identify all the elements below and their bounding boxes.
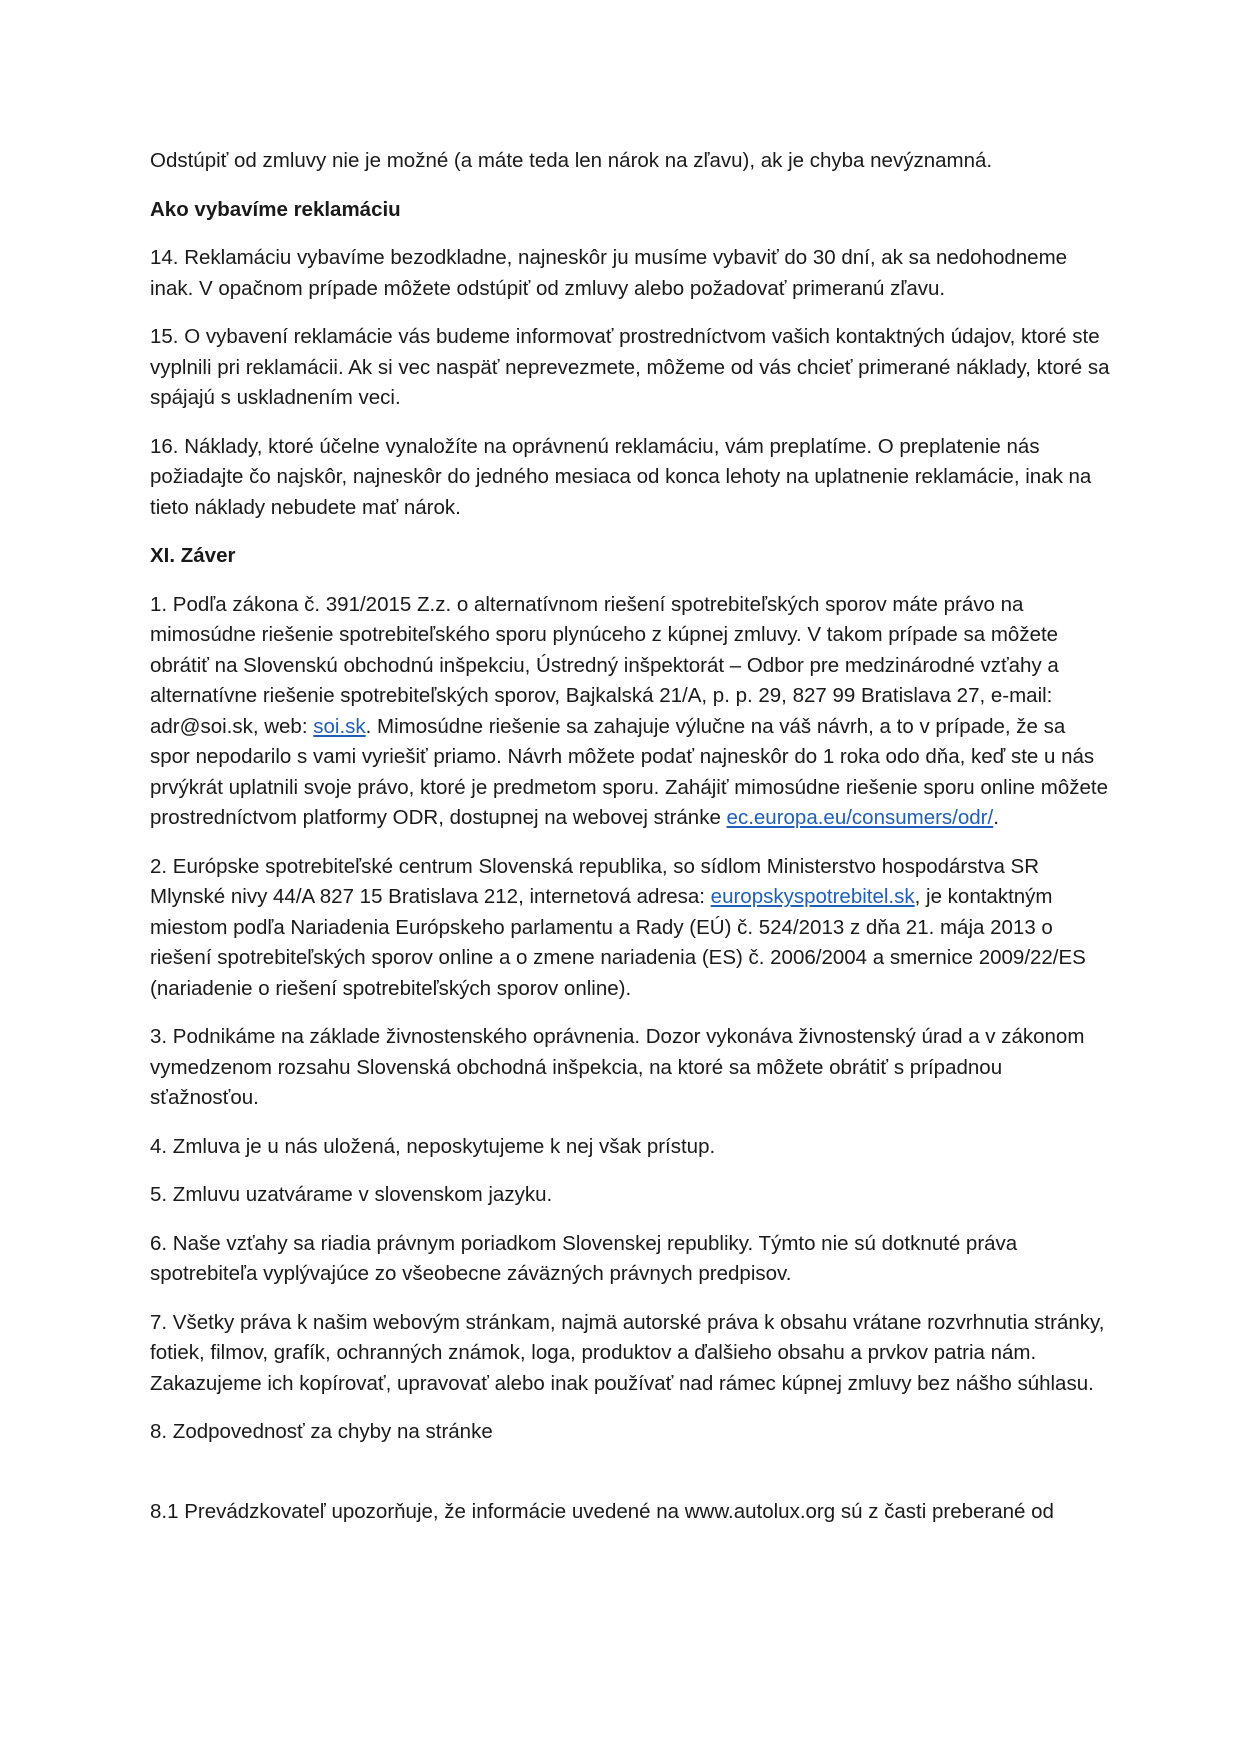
paragraph-withdrawal-note: Odstúpiť od zmluvy nie je možné (a máte teda len nárok na zľavu), ak je chyba nevýznamná. [150,149,993,172]
paragraph-conclusion-8-1: 8.1 Prevádzkovateľ upozorňuje, že informácie uvedené na www.autolux.org sú z časti preberané od [150,1499,1054,1523]
europskyspotrebitel-link[interactable]: europskyspotrebitel.sk [710,885,915,908]
paragraph-conclusion-6: 6. Naše vzťahy sa riadia právnym poriadkom Slovenskej republiky. Týmto nie sú dotknuté práva spotrebiteľa vyplývajúce zo všeobecne záväzných právnych predpisov. [150,1231,1018,1285]
paragraph-conclusion-8: 8. Zodpovednosť za chyby na stránke [150,1420,493,1443]
paragraph-15: 15. O vybavení reklamácie vás budeme informovať prostredníctvom vašich kontaktných údajov, ktoré ste vyplnili pri reklamácii. Ak si vec naspäť neprevezmete, môžeme od vás chcieť primerané náklady, ktoré sa spájajú s uskladnením veci. [150,325,1110,409]
paragraph-conclusion-3: 3. Podnikáme na základe živnostenského oprávnenia. Dozor vykonáva živnostenský úrad a v zákonom vymedzenom rozsahu Slovenská obchodná inšpekcia, na ktoré sa môžete obrátiť s prípadnou sťažnosťou. [150,1025,1085,1109]
paragraph-conclusion-1 [150,590,1110,834]
spacer [150,1466,1110,1497]
conclusion-1-text-b: . Mimosúdne riešenie sa zahajuje výlučne na váš návrh, a to v prípade, že sa spor nepodarilo s vami vyriešiť priamo. Návrh môžete podať najneskôr do 1 roka odo dňa, keď ste u nás prvýkrát uplatnili svoje právo, ktoré je predmetom sporu. Zahájiť mimosúdne riešenie sporu online môžete prostredníctvom platformy ODR, dostupnej na webovej stránke [150,714,1108,829]
conclusion-2-text-b: , je kontaktným miestom podľa Nariadenia Európskeho parlamentu a Rady (EÚ) č. 524/2013 z dňa 21. mája 2013 o riešení spotrebiteľských sporov online a o zmene nariadenia (ES) č. 2006/2004 a smernice 2009/22/ES (nariadenie o riešení spotrebiteľských sporov online). [150,885,1086,1000]
paragraph-16: 16. Náklady, ktoré účelne vynaložíte na oprávnenú reklamáciu, vám preplatíme. O preplatenie nás požiadajte čo najskôr, najneskôr do jedného mesiaca od konca lehoty na uplatnenie reklamácie, inak na tieto náklady nebudete mať nárok. [150,434,1092,519]
paragraph-conclusion-7: 7. Všetky práva k našim webovým stránkam, najmä autorské práva k obsahu vrátane rozvrhnutia stránky, fotiek, filmov, grafík, ochranných známok, loga, produktov a ďalšieho obsahu a prvkov patria nám. Zakazujeme ich kopírovať, upravovať alebo inak používať nad rámec kúpnej zmluvy bez nášho súhlasu. [150,1310,1105,1395]
document-body [150,146,1110,1545]
conclusion-1-text-a: 1. Podľa zákona č. 391/2015 Z.z. o alternatívnom riešení spotrebiteľských sporov máte právo na mimosúdne riešenie spotrebiteľského sporu plynúceho z kúpnej zmluvy. V takom prípade sa môžete obrátiť na Slovenskú obchodnú inšpekciu, Ústredný inšpektorát – Odbor pre medzinárodné vzťahy a alternatívne riešenie spotrebiteľských sporov, Bajkalská 21/A, p. p. 29, 827 99 Bratislava 27, e-mail: adr@soi.sk, web: [150,592,1059,738]
soi-link[interactable]: soi.sk [313,714,366,738]
conclusion-1-text-c: . [993,806,999,829]
heading-claim-handling: Ako vybavíme reklamáciu [150,197,401,221]
paragraph-conclusion-4: 4. Zmluva je u nás uložená, neposkytujeme k nej však prístup. [150,1134,716,1158]
heading-conclusion: XI. Záver [150,544,236,567]
paragraph-14: 14. Reklamáciu vybavíme bezodkladne, najneskôr ju musíme vybaviť do 30 dní, ak sa nedohodneme inak. V opačnom prípade môžete odstúpiť od zmluvy alebo požadovať primeranú zľavu. [150,246,1068,300]
paragraph-conclusion-2 [150,852,1110,1005]
odr-link[interactable]: ec.europa.eu/consumers/odr/ [726,806,994,829]
conclusion-2-text-a: 2. Európske spotrebiteľské centrum Slovenská republika, so sídlom Ministerstvo hospodárstva SR Mlynské nivy 44/A 827 15 Bratislava 212, internetová adresa: [150,854,1040,908]
paragraph-conclusion-5: 5. Zmluvu uzatvárame v slovenskom jazyku. [150,1183,553,1206]
